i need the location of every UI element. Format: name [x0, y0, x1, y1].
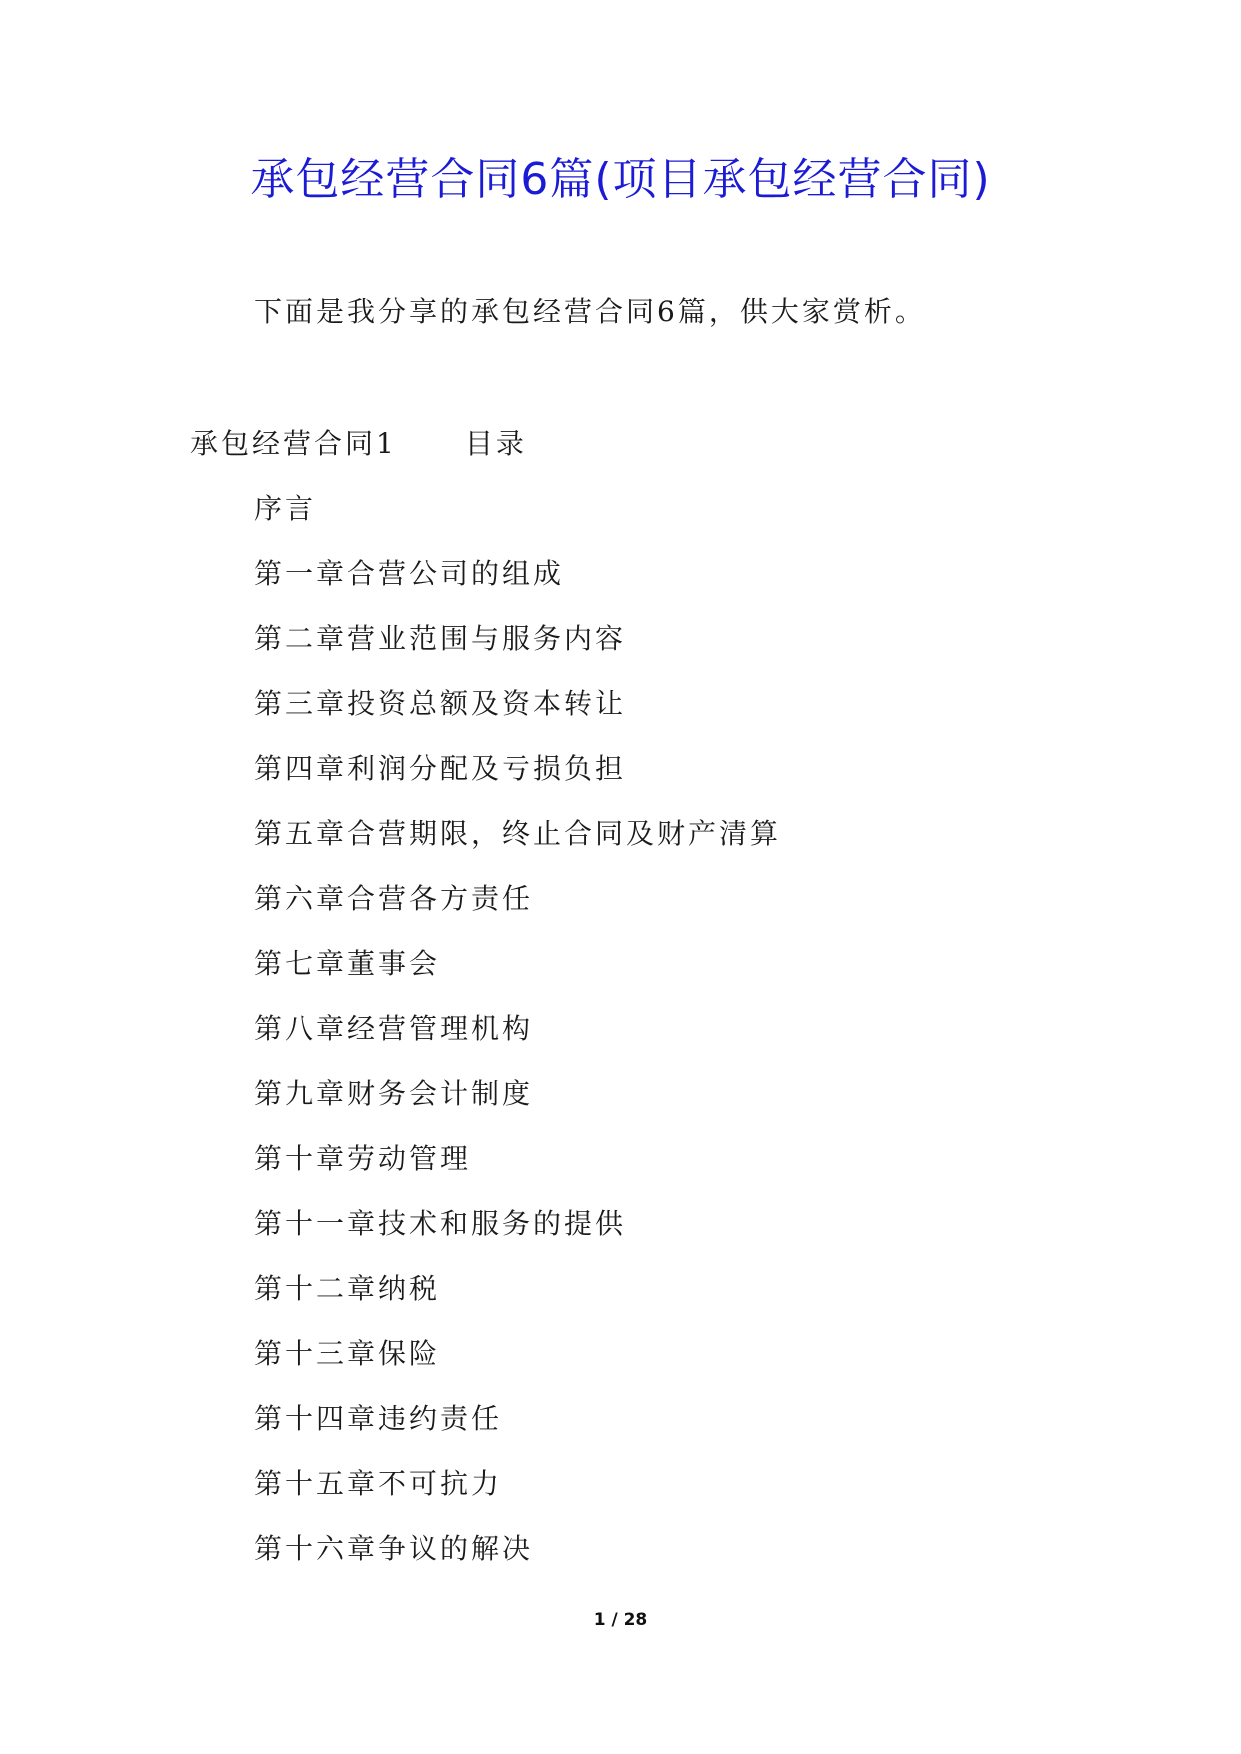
toc-item: 第十一章技术和服务的提供: [254, 1207, 627, 1240]
table-of-contents: [254, 489, 781, 1594]
toc-item: 第十三章保险: [254, 1337, 441, 1370]
toc-item: 第一章合营公司的组成: [254, 557, 565, 590]
toc-item: 第十五章不可抗力: [254, 1467, 503, 1500]
document-title: 承包经营合同6篇(项目承包经营合同): [250, 154, 991, 205]
toc-item: 第九章财务会计制度: [254, 1077, 534, 1110]
page-number: 1 / 28: [593, 1610, 648, 1630]
toc-item: 第四章利润分配及亏损负担: [254, 752, 627, 785]
toc-item: 第七章董事会: [254, 947, 441, 980]
toc-item: 第八章经营管理机构: [254, 1012, 534, 1045]
toc-item: 第十二章纳税: [254, 1272, 441, 1305]
toc-item: 第十四章违约责任: [254, 1402, 503, 1435]
intro-paragraph: 下面是我分享的承包经营合同6篇，供大家赏析。: [254, 295, 926, 328]
toc-item: 第五章合营期限，终止合同及财产清算: [254, 817, 782, 850]
toc-item: 第三章投资总额及资本转让: [254, 687, 627, 720]
toc-item: 第六章合营各方责任: [254, 882, 534, 915]
toc-item: 第二章营业范围与服务内容: [254, 622, 627, 655]
toc-item: 第十六章争议的解决: [254, 1532, 534, 1565]
toc-label: 目录: [464, 427, 527, 460]
contract-heading: 承包经营合同1: [190, 427, 397, 460]
contract-heading-row: [190, 424, 527, 464]
toc-item: 序言: [254, 492, 317, 525]
toc-item: 第十章劳动管理: [254, 1142, 472, 1175]
